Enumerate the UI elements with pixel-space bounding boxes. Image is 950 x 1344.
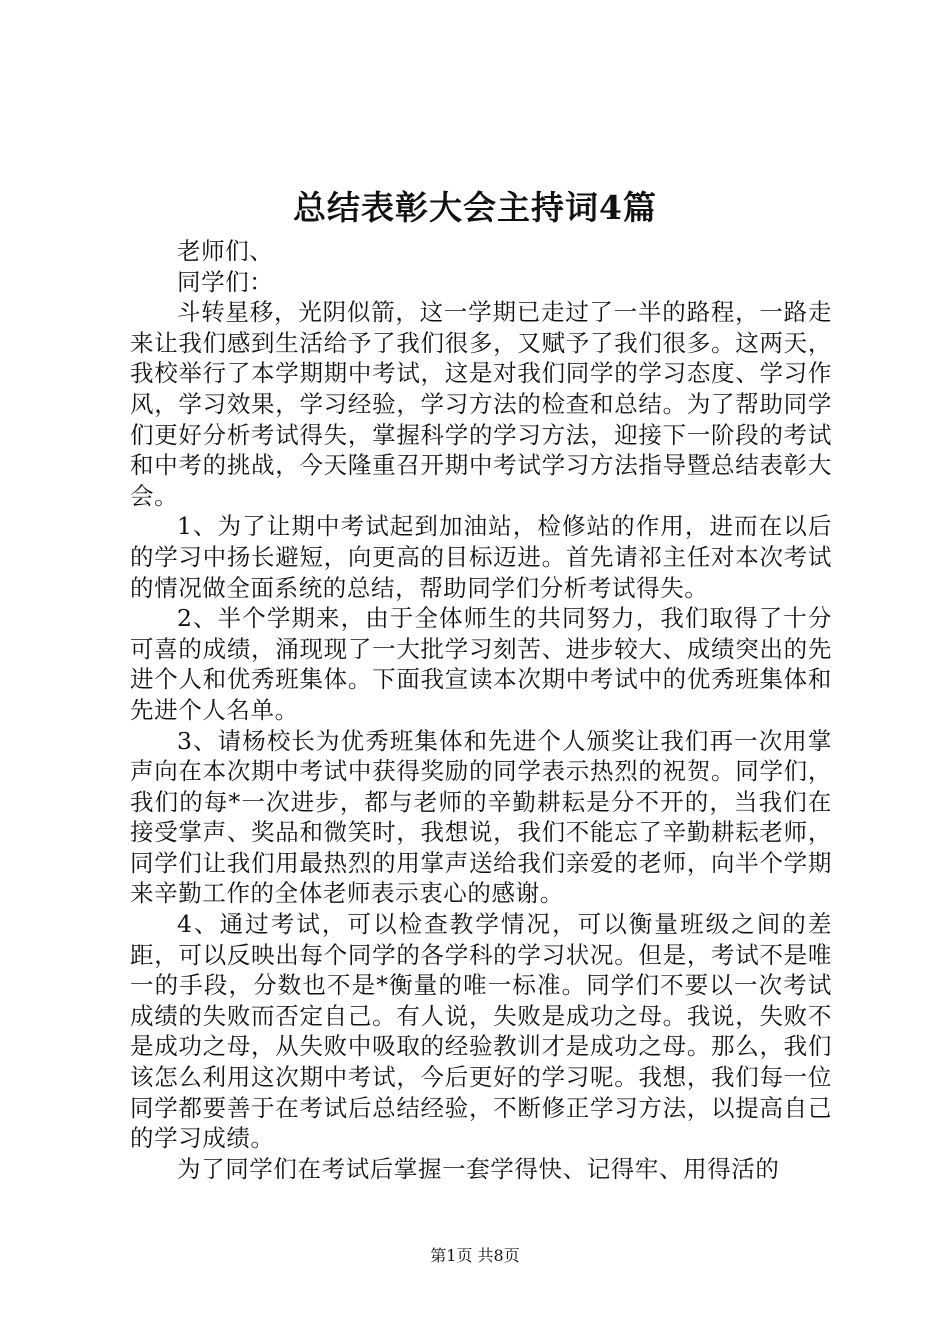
paragraph-item-3: 3、请杨校长为优秀班集体和先进个人颁奖让我们再一次用掌声向在本次期中考试中获得奖励的同学表示热烈的祝贺。同学们，我们的每*一次进步，都与老师的辛勤耕耘是分不开的，当我们在接受掌声、奖品和微笑时，我想说，我们不能忘了辛勤耕耘老师，同学们让我们用最热烈的用掌声送给我们亲爱的老师，向半个学期来辛勤工作的全体老师表示衷心的感谢。 xyxy=(130,726,832,908)
document-title: 总结表彰大会主持词4篇 xyxy=(293,188,657,227)
document-body xyxy=(130,236,832,1184)
paragraph-continuation: 为了同学们在考试后掌握一套学得快、记得牢、用得活的 xyxy=(177,1154,780,1183)
page-number-footer: 第1页 共8页 xyxy=(430,1246,520,1265)
salutation-students: 同学们： xyxy=(177,267,274,296)
paragraph-intro: 斗转星移，光阴似箭，这一学期已走过了一半的路程，一路走来让我们感到生活给予了我们很多，又赋予了我们很多。这两天，我校举行了本学期期中考试，这是对我们同学的学习态度、学习作风，学习效果，学习经验，学习方法的检查和总结。为了帮助同学们更好分析考试得失，掌握科学的学习方法，迎接下一阶段的考试和中考的挑战，今天隆重召开期中考试学习方法指导暨总结表彰大会。 xyxy=(130,298,832,510)
paragraph-item-1: 1、为了让期中考试起到加油站，检修站的作用，进而在以后的学习中扬长避短，向更高的目标迈进。首先请祁主任对本次考试的情况做全面系统的总结，帮助同学们分析考试得失。 xyxy=(130,512,832,602)
salutation-teachers: 老师们、 xyxy=(177,237,274,265)
paragraph-item-2: 2、半个学期来，由于全体师生的共同努力，我们取得了十分可喜的成绩，涌现现了一大批学习刻苦、进步较大、成绩突出的先进个人和优秀班集体。下面我宣读本次期中考试中的优秀班集体和先进个人名单。 xyxy=(130,604,832,724)
paragraph-item-4: 4、通过考试，可以检查教学情况，可以衡量班级之间的差距，可以反映出每个同学的各学科的学习状况。但是，考试不是唯一的手段，分数也不是*衡量的唯一标准。同学们不要以一次考试成绩的失败而否定自己。有人说，失败是成功之母。我说，失败不是成功之母，从失败中吸取的经验教训才是成功之母。那么，我们该怎么利用这次期中考试，今后更好的学习呢。我想，我们每一位同学都要善于在考试后总结经验，不断修正学习方法，以提高自己的学习成绩。 xyxy=(130,910,832,1153)
